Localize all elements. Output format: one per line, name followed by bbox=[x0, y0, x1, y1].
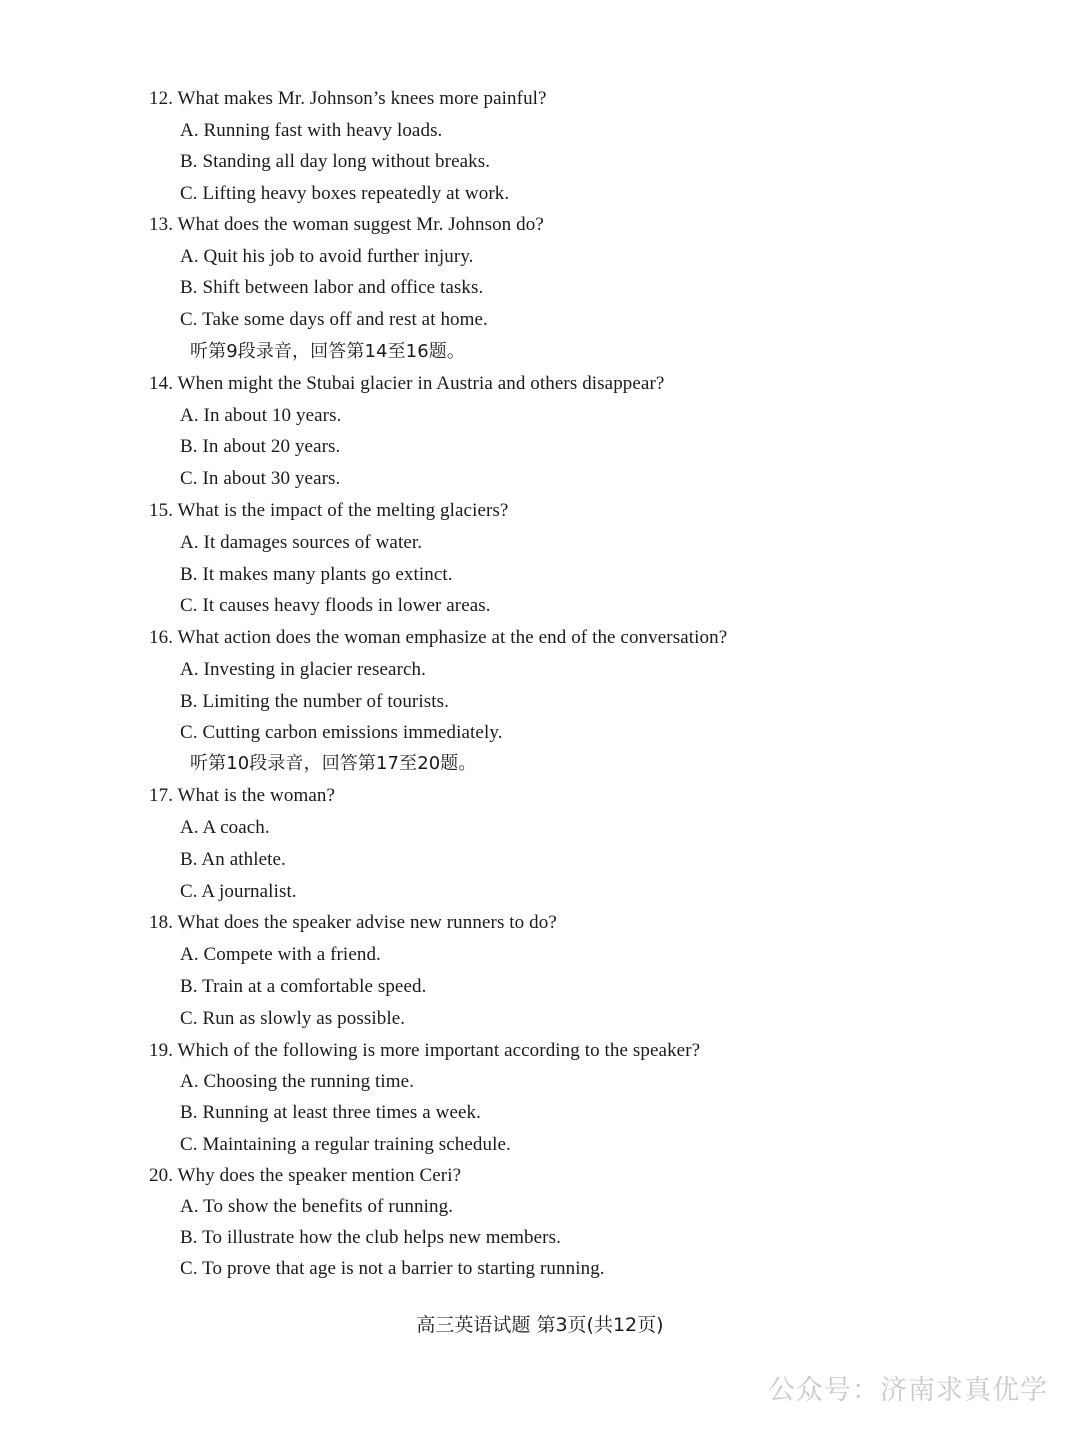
question-15-option-c: C. It causes heavy floods in lower areas. bbox=[180, 595, 491, 616]
question-20-option-c: C. To prove that age is not a barrier to starting running. bbox=[180, 1258, 605, 1279]
question-14-stem: 14. When might the Stubai glacier in Austria and others disappear? bbox=[149, 373, 665, 394]
question-19-option-b: B. Running at least three times a week. bbox=[180, 1102, 481, 1123]
question-18-option-a: A. Compete with a friend. bbox=[180, 944, 381, 965]
section-heading-9: 听第9段录音，回答第14至16题。 bbox=[190, 341, 465, 362]
question-12-option-b: B. Standing all day long without breaks. bbox=[180, 151, 491, 172]
question-19-stem: 19. Which of the following is more important according to the speaker? bbox=[149, 1040, 701, 1061]
page-footer: 高三英语试题 第3页(共12页) bbox=[416, 1314, 664, 1336]
question-12-option-c: C. Lifting heavy boxes repeatedly at work. bbox=[180, 183, 510, 204]
question-17-option-b: B. An athlete. bbox=[180, 849, 286, 870]
question-16-option-c: C. Cutting carbon emissions immediately. bbox=[180, 722, 503, 743]
question-17-option-a: A. A coach. bbox=[180, 817, 270, 838]
question-20-option-b: B. To illustrate how the club helps new members. bbox=[180, 1227, 561, 1248]
question-16-option-a: A. Investing in glacier research. bbox=[180, 659, 426, 680]
watermark: 公众号：济南求真优学 bbox=[768, 1375, 1048, 1406]
question-16-stem: 16. What action does the woman emphasize at the end of the conversation? bbox=[149, 627, 728, 648]
question-13-option-b: B. Shift between labor and office tasks. bbox=[180, 277, 484, 298]
section-heading-10: 听第10段录音，回答第17至20题。 bbox=[190, 753, 477, 774]
question-18-option-c: C. Run as slowly as possible. bbox=[180, 1008, 406, 1029]
question-12-option-a: A. Running fast with heavy loads. bbox=[180, 120, 443, 141]
question-14-option-b: B. In about 20 years. bbox=[180, 436, 341, 457]
question-17-stem: 17. What is the woman? bbox=[149, 785, 336, 806]
question-20-stem: 20. Why does the speaker mention Ceri? bbox=[149, 1165, 462, 1186]
question-15-stem: 15. What is the impact of the melting glaciers? bbox=[149, 500, 509, 521]
question-14-option-a: A. In about 10 years. bbox=[180, 405, 342, 426]
question-14-option-c: C. In about 30 years. bbox=[180, 468, 341, 489]
question-13-option-a: A. Quit his job to avoid further injury. bbox=[180, 246, 474, 267]
question-13-stem: 13. What does the woman suggest Mr. Johnson do? bbox=[149, 214, 544, 235]
question-12-stem: 12. What makes Mr. Johnson’s knees more painful? bbox=[149, 88, 547, 109]
question-19-option-a: A. Choosing the running time. bbox=[180, 1071, 415, 1092]
question-18-option-b: B. Train at a comfortable speed. bbox=[180, 976, 427, 997]
question-15-option-a: A. It damages sources of water. bbox=[180, 532, 423, 553]
question-20-option-a: A. To show the benefits of running. bbox=[180, 1196, 454, 1217]
question-13-option-c: C. Take some days off and rest at home. bbox=[180, 309, 488, 330]
question-16-option-b: B. Limiting the number of tourists. bbox=[180, 691, 449, 712]
question-17-option-c: C. A journalist. bbox=[180, 881, 297, 902]
question-19-option-c: C. Maintaining a regular training schedule. bbox=[180, 1134, 511, 1155]
question-15-option-b: B. It makes many plants go extinct. bbox=[180, 564, 453, 585]
question-18-stem: 18. What does the speaker advise new runners to do? bbox=[149, 912, 557, 933]
